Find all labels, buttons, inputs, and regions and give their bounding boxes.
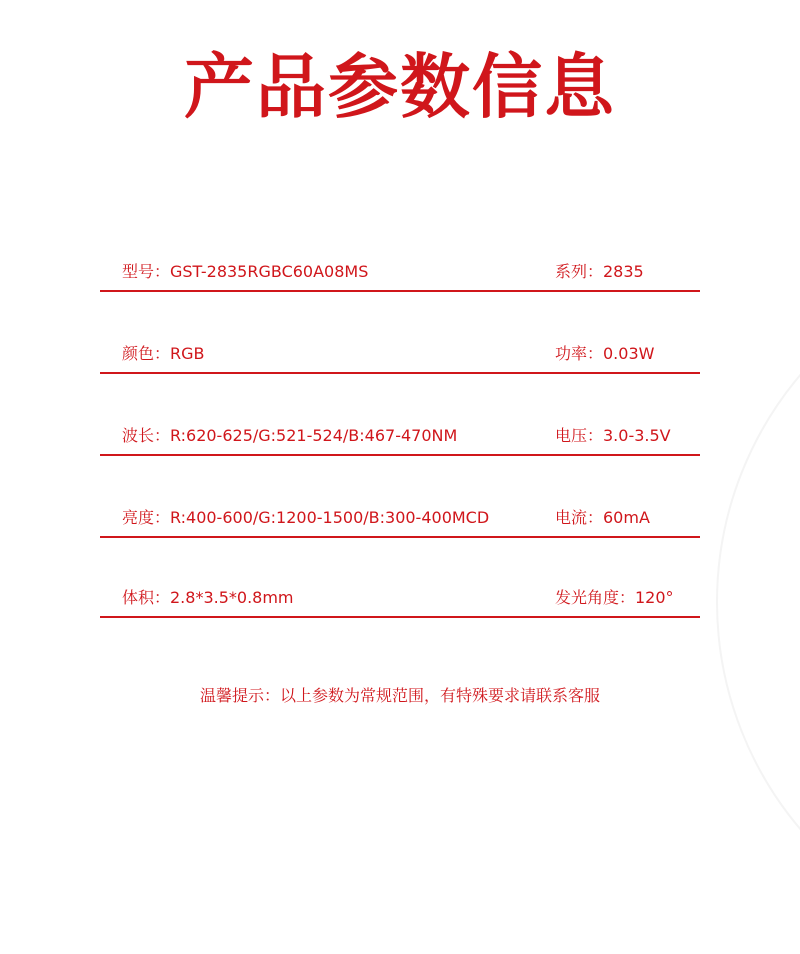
tip-note: 温馨提示：以上参数为常规范围，有特殊要求请联系客服 <box>199 686 600 705</box>
param-row-color <box>100 342 700 374</box>
param-angle: 发光角度：120° <box>555 588 674 607</box>
param-row-brightness <box>100 506 700 538</box>
param-voltage: 电压：3.0-3.5V <box>555 426 671 445</box>
param-power: 功率：0.03W <box>555 344 655 363</box>
param-current: 电流：60mA <box>555 508 650 527</box>
param-size: 体积：2.8*3.5*0.8mm <box>122 588 294 607</box>
decorative-arc <box>716 250 800 954</box>
param-row-size <box>100 586 700 618</box>
param-row-model <box>100 260 700 292</box>
param-series: 系列：2835 <box>555 262 644 281</box>
param-color: 颜色：RGB <box>122 344 205 363</box>
page-title: 产品参数信息 <box>184 46 616 128</box>
param-wavelength: 波长：R:620-625/G:521-524/B:467-470NM <box>122 426 458 445</box>
param-brightness: 亮度：R:400-600/G:1200-1500/B:300-400MCD <box>122 508 490 527</box>
param-model: 型号：GST-2835RGBC60A08MS <box>122 262 369 281</box>
param-row-wavelength <box>100 424 700 456</box>
